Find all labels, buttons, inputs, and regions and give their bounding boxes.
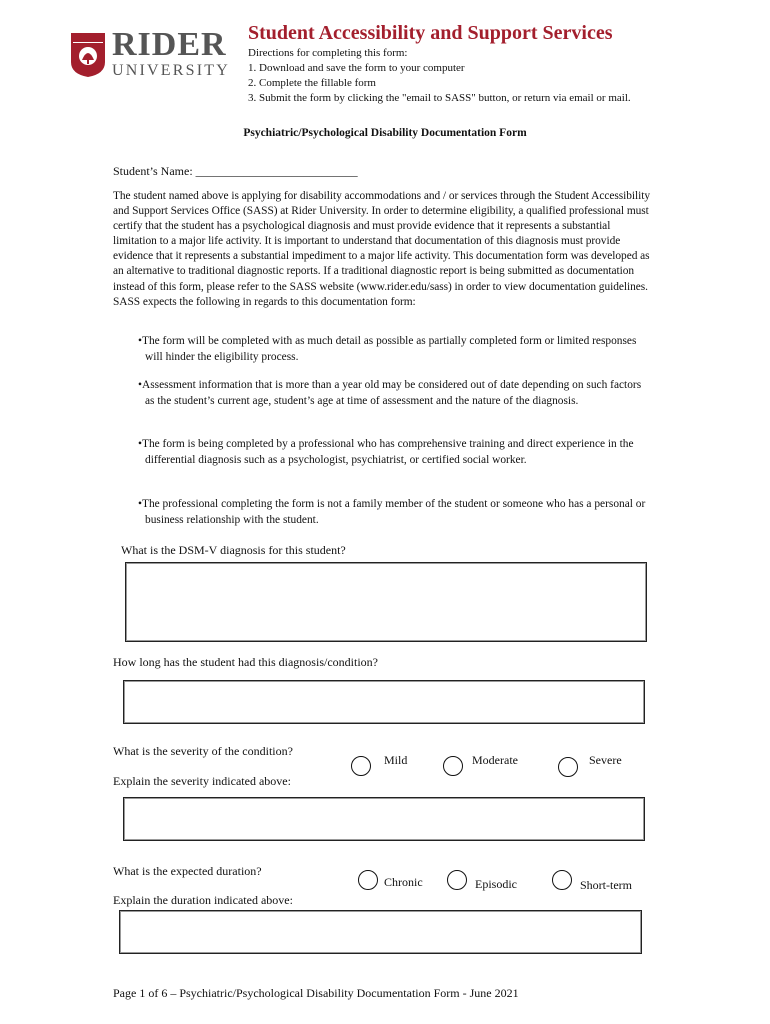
explain-duration-question: Explain the duration indicated above:: [113, 893, 293, 907]
diagnosis-input[interactable]: [125, 562, 647, 642]
seal-year: 1865: [79, 33, 97, 42]
condition-duration-input[interactable]: [123, 680, 645, 724]
radio-severe[interactable]: [558, 757, 578, 777]
severity-option-mild[interactable]: [351, 752, 408, 776]
radio-short-term[interactable]: [552, 870, 572, 890]
directions-heading: Directions for completing this form:: [248, 47, 408, 59]
duration-option-episodic[interactable]: [447, 867, 517, 892]
radio-mild[interactable]: [351, 756, 371, 776]
page-title: Student Accessibility and Support Services: [248, 22, 613, 44]
option-label: Episodic: [475, 877, 517, 891]
requirement-bullet: •The form will be completed with as much detail as possible as partially completed form or limited responses will hinder the eligibility process.: [138, 335, 637, 363]
university-seal-icon: [70, 32, 106, 78]
option-label: Mild: [384, 752, 408, 767]
intro-paragraph: The student named above is applying for disability accommodations and / or services through the Student Accessibility and Support Services Office (SASS) at Rider University. In order to determine eligibility, a qualified professional must certify that the student has a psychological diagnosis and must provide evidence that it represents a substantial limitation to a major life activity. It is important to understand that documentation of this diagnosis must provide evidence that it represents a substantial impediment to a major life activity. This documentation form was developed as an alternative to traditional diagnostic reports. If a traditional diagnostic report is being submitted as documentation instead of this form, please refer to the SASS website (www.rider.edu/sass) in order to view documentation guidelines. SASS expects the following in regards to this documentation form:: [113, 190, 650, 308]
form-title: Psychiatric/Psychological Disability Documentation Form: [243, 127, 527, 139]
requirement-bullet: •Assessment information that is more than a year old may be considered out of date depending on such factors as the student’s current age, student’s age at time of assessment and the nature of the diagnosis.: [138, 379, 642, 407]
radio-moderate[interactable]: [443, 756, 463, 776]
severity-option-severe[interactable]: [558, 753, 622, 777]
option-label: Chronic: [384, 874, 423, 889]
option-label: Short-term: [580, 878, 632, 892]
logo-name-rider: RIDER: [112, 26, 227, 63]
radio-chronic[interactable]: [358, 870, 378, 890]
diagnosis-question: What is the DSM-V diagnosis for this student?: [121, 543, 346, 557]
option-label: Severe: [589, 753, 622, 767]
severity-option-moderate[interactable]: [443, 752, 518, 776]
requirement-bullet: •The form is being completed by a professional who has comprehensive training and direct experience in the differential diagnosis such as a psychologist, psychiatrist, or certified social worker.: [138, 438, 634, 466]
student-name-field[interactable]: Student’s Name: ___________________________: [113, 164, 358, 178]
explain-severity-question: Explain the severity indicated above:: [113, 774, 291, 788]
condition-duration-question: How long has the student had this diagnosis/condition?: [113, 655, 378, 669]
explain-duration-input[interactable]: [119, 910, 642, 954]
duration-option-chronic[interactable]: [358, 870, 423, 890]
radio-episodic[interactable]: [447, 870, 467, 890]
directions-step-1: 1. Download and save the form to your computer: [248, 62, 465, 74]
expected-duration-question: What is the expected duration?: [113, 864, 262, 878]
directions: [248, 46, 631, 106]
explain-severity-input[interactable]: [123, 797, 645, 841]
duration-option-short-term[interactable]: [552, 866, 632, 893]
directions-step-2: 2. Complete the fillable form: [248, 77, 376, 89]
logo-name-university: UNIVERSITY: [112, 62, 230, 79]
option-label: Moderate: [472, 752, 518, 767]
severity-question: What is the severity of the condition?: [113, 744, 293, 758]
rider-university-logo: [70, 26, 235, 82]
requirement-bullet: •The professional completing the form is not a family member of the student or someone who has a personal or business relationship with the student.: [138, 498, 646, 526]
directions-step-3: 3. Submit the form by clicking the "email to SASS" button, or return via email or mail.: [248, 92, 631, 104]
page-footer: Page 1 of 6 – Psychiatric/Psychological Disability Documentation Form - June 2021: [113, 986, 519, 1000]
